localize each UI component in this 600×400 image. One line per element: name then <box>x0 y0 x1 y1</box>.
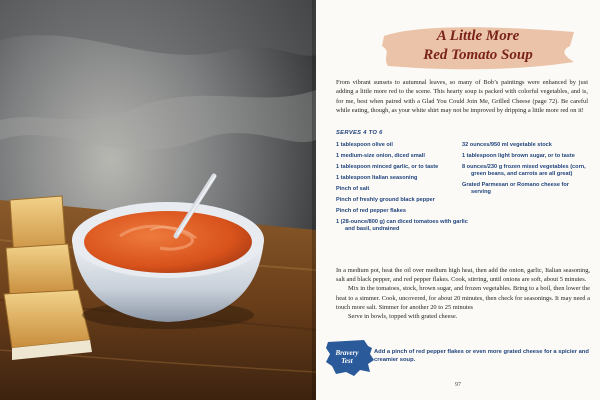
ingredient-item: 1 medium-size onion, diced small <box>336 153 425 159</box>
recipe-title-banner <box>378 22 578 72</box>
ingredient-item: 1 tablespoon minced garlic, or to taste <box>336 164 439 170</box>
bravery-test-badge <box>324 338 376 378</box>
bravery-test-tip <box>324 338 594 378</box>
ingredients-column-2 <box>462 142 588 200</box>
step-paragraph: Serve in bowls, topped with grated cheese. <box>348 313 458 321</box>
serves-label: SERVES 4 TO 6 <box>336 130 383 136</box>
recipe-steps <box>336 266 590 321</box>
ingredient-item: Pinch of freshly ground black pepper <box>336 197 435 203</box>
ingredient-item: 32 ounces/950 ml vegetable stock <box>462 142 552 148</box>
recipe-title-line-1: A Little More <box>436 28 520 44</box>
ingredient-item: 1 tablespoon Italian seasoning <box>336 175 418 181</box>
recipe-intro: From vibrant sunsets to autumnal leaves, so many of Bob’s paintings were enhanced by just adding a little more red to the scene. This hearty soup is packed with colorful vegetables, and is, for me, best when paired with a Glad You Could Join Me, Grilled Cheese (page 72). Be careful while eating, though, as your white shirt may not be improved by dripping a little more red on it! <box>336 79 588 115</box>
tip-text: Add a pinch of red pepper flakes or even more grated cheese for a spicier and creamier soup. <box>374 349 589 364</box>
ingredient-item: 1 (28-ounce/800 g) can diced tomatoes with garlic and basil, undrained <box>336 219 468 232</box>
ingredient-item: Pinch of red pepper flakes <box>336 208 406 214</box>
step-paragraph: In a medium pot, heat the oil over medium high heat, then add the onion, garlic, Italian seasoning, salt and black pepper, and red pepper flakes. Cook, stirring, until onions are soft, about 5 minutes. <box>336 267 590 284</box>
ingredients-column-1 <box>336 142 468 237</box>
ingredient-item: Grated Parmesan or Romano cheese for serving <box>462 182 569 195</box>
badge-line-2: Test <box>341 357 353 365</box>
ingredient-item: 1 tablespoon olive oil <box>336 142 393 148</box>
page-number: 97 <box>455 382 461 388</box>
ingredient-item: Pinch of salt <box>336 186 370 192</box>
ingredient-item: 8 ounces/230 g frozen mixed vegetables (corn, green beans, and carrots are all great) <box>462 164 586 177</box>
badge-line-1: Bravery <box>335 349 359 357</box>
ingredient-item: 1 tablespoon light brown sugar, or to taste <box>462 153 575 159</box>
step-paragraph: Mix in the tomatoes, stock, brown sugar, and frozen vegetables. Bring to a boil, then lower the heat to a simmer. Cook, uncovered, for about 20 minutes, then check for seasonings. It may need a touch more salt. Simmer for another 20 to 25 minutes <box>336 285 590 311</box>
recipe-page <box>316 0 600 400</box>
recipe-title-line-2: Red Tomato Soup <box>423 47 533 63</box>
